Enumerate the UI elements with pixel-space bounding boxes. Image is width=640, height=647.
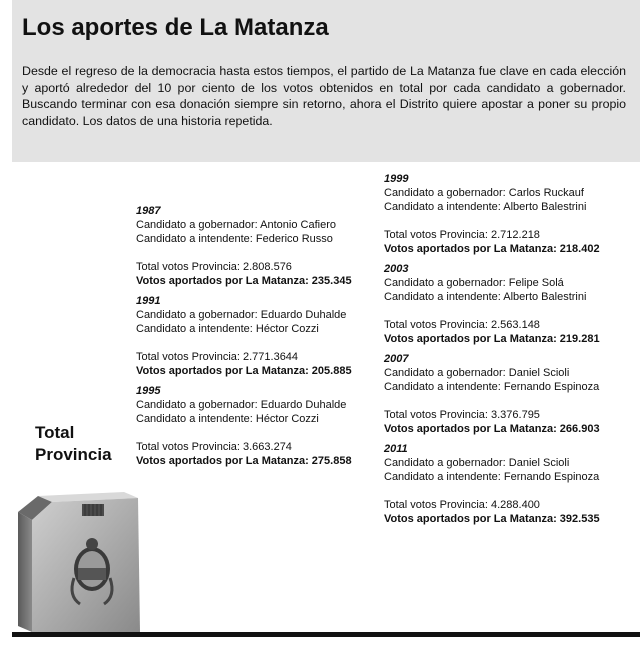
election-year: 1991 bbox=[136, 295, 161, 307]
mayor-candidate: Candidato a intendente: Federico Russo bbox=[136, 233, 333, 245]
election-year: 1999 bbox=[384, 173, 409, 185]
matanza-votes: Votos aportados por La Matanza: 275.858 bbox=[136, 455, 352, 467]
election-year: 1987 bbox=[136, 205, 161, 217]
election-entry-1991 bbox=[136, 294, 381, 378]
mayor-candidate: Candidato a intendente: Héctor Cozzi bbox=[136, 413, 319, 425]
election-year: 1995 bbox=[136, 385, 161, 397]
election-year: 2011 bbox=[384, 443, 408, 455]
governor-candidate: Candidato a gobernador: Carlos Ruckauf bbox=[384, 187, 584, 199]
election-entry-1999 bbox=[384, 172, 634, 256]
matanza-votes: Votos aportados por La Matanza: 235.345 bbox=[136, 275, 352, 287]
governor-candidate: Candidato a gobernador: Felipe Solá bbox=[384, 277, 564, 289]
province-total-votes: Total votos Provincia: 2.808.576 bbox=[136, 261, 292, 273]
election-year: 2003 bbox=[384, 263, 409, 275]
governor-candidate: Candidato a gobernador: Daniel Scioli bbox=[384, 457, 570, 469]
matanza-votes: Votos aportados por La Matanza: 205.885 bbox=[136, 365, 352, 377]
page-title: Los aportes de La Matanza bbox=[22, 14, 329, 41]
province-total-votes: Total votos Provincia: 3.376.795 bbox=[384, 409, 540, 421]
matanza-votes: Votos aportados por La Matanza: 266.903 bbox=[384, 423, 600, 435]
governor-candidate: Candidato a gobernador: Antonio Cafiero bbox=[136, 219, 336, 231]
mayor-candidate: Candidato a intendente: Héctor Cozzi bbox=[136, 323, 319, 335]
governor-candidate: Candidato a gobernador: Eduardo Duhalde bbox=[136, 309, 347, 321]
elections-right-column bbox=[384, 172, 634, 532]
mayor-candidate: Candidato a intendente: Alberto Balestrini bbox=[384, 201, 587, 213]
election-entry-1995 bbox=[136, 384, 381, 468]
election-entry-2011 bbox=[384, 442, 634, 526]
province-total-votes: Total votos Provincia: 3.663.274 bbox=[136, 441, 292, 453]
intro-paragraph: Desde el regreso de la democracia hasta estos tiempos, el partido de La Matanza fue clave en cada elección y aportó alrededor del 10 por ciento de los votos obtenidos en total por cada candidato a gobernador. Buscando terminar con esa donación siempre sin retorno, ahora el Distrito quiere apostar a poner su propio candidato. Los datos de una historia repetida. bbox=[22, 64, 626, 128]
province-total-votes: Total votos Provincia: 2.563.148 bbox=[384, 319, 540, 331]
election-entry-1987 bbox=[136, 204, 381, 288]
total-provincia-label: Total Provincia bbox=[35, 423, 112, 464]
governor-candidate: Candidato a gobernador: Daniel Scioli bbox=[384, 367, 570, 379]
matanza-votes: Votos aportados por La Matanza: 392.535 bbox=[384, 513, 600, 525]
election-entry-2007 bbox=[384, 352, 634, 436]
matanza-votes: Votos aportados por La Matanza: 219.281 bbox=[384, 333, 600, 345]
ballot-box-icon bbox=[16, 486, 140, 634]
governor-candidate: Candidato a gobernador: Eduardo Duhalde bbox=[136, 399, 347, 411]
matanza-votes: Votos aportados por La Matanza: 218.402 bbox=[384, 243, 600, 255]
mayor-candidate: Candidato a intendente: Fernando Espinoza bbox=[384, 471, 600, 483]
mayor-candidate: Candidato a intendente: Alberto Balestrini bbox=[384, 291, 587, 303]
province-total-votes: Total votos Provincia: 4.288.400 bbox=[384, 499, 540, 511]
election-entry-2003 bbox=[384, 262, 634, 346]
elections-left-column bbox=[136, 204, 381, 474]
province-total-votes: Total votos Provincia: 2.771.3644 bbox=[136, 351, 299, 363]
election-year: 2007 bbox=[384, 353, 409, 365]
province-total-votes: Total votos Provincia: 2.712.218 bbox=[384, 229, 540, 241]
mayor-candidate: Candidato a intendente: Fernando Espinoza bbox=[384, 381, 600, 393]
